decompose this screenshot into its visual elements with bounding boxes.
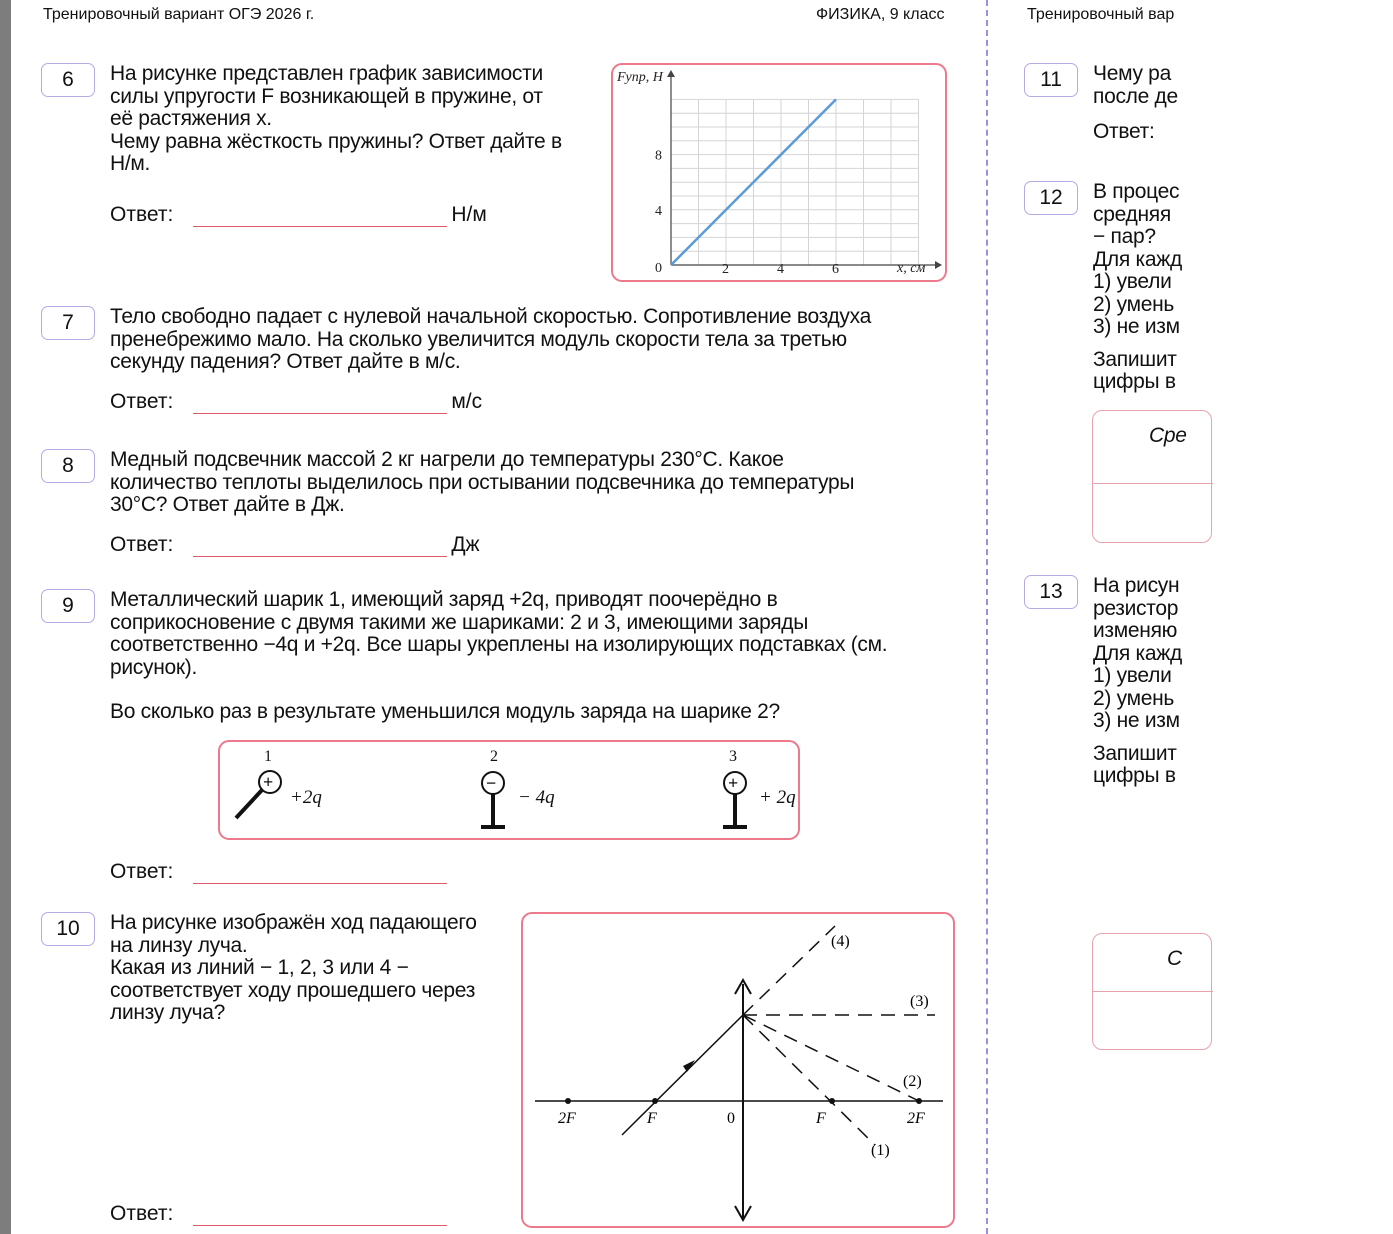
x-axis-arrow (935, 261, 942, 269)
text-line: На рисунке представлен график зависимости (110, 62, 543, 85)
ball-3-charge: + 2q (759, 787, 796, 808)
label-f-left: F (647, 1110, 657, 1127)
ray-4 (743, 926, 835, 1015)
text-line: − пар? (1093, 225, 1156, 248)
answer-12-table (1092, 410, 1212, 543)
answer-10-input[interactable] (193, 1203, 447, 1226)
table-header: Сре (1149, 424, 1187, 447)
question-8-text (110, 449, 970, 517)
text-line: Какая из линий − 1, 2, 3 или 4 − (110, 956, 409, 979)
text-line: 3) не изм (1093, 709, 1180, 732)
x-axis-label: x, см (897, 261, 926, 276)
answer-7 (110, 390, 482, 414)
label-2f-right: 2F (907, 1110, 925, 1127)
answer-6 (110, 203, 487, 227)
answer-9 (110, 860, 451, 884)
ball-1-charge: +2q (290, 787, 322, 808)
text-line: 2) умень (1093, 686, 1175, 710)
incident-ray (622, 1015, 743, 1135)
table-divider (1093, 991, 1213, 992)
question-9-question: Во сколько раз в результате уменьшился модуль заряда на шарике 2? (110, 700, 780, 723)
answer-label: Ответ: (110, 860, 174, 883)
answer-11-label: Ответ: (1093, 120, 1155, 143)
question-number-12: 12 (1024, 181, 1078, 215)
text-line: Для кажд (1093, 641, 1182, 665)
ball-2-charge: − 4q (518, 787, 555, 808)
answer-8 (110, 533, 480, 557)
question-number-8: 8 (41, 449, 95, 483)
y-tick-label: 4 (655, 203, 662, 219)
answer-7-input[interactable] (193, 391, 447, 414)
text-line: линзу луча? (110, 1001, 226, 1024)
text-line: В процес (1093, 180, 1180, 203)
question-10-text (110, 912, 520, 1025)
question-7-text (110, 306, 970, 374)
next-page-column (1000, 0, 1187, 1234)
text-line: секунду падения? Ответ дайте в м/с. (110, 350, 461, 373)
answer-label: Ответ: (110, 390, 174, 413)
origin-label: 0 (655, 261, 662, 276)
text-line: цифры в (1093, 764, 1176, 787)
text-line: силы упругости F возникающей в пружине, от (110, 84, 543, 108)
answer-9-input[interactable] (193, 861, 447, 884)
ball-1-label: 1 (264, 748, 272, 765)
ball-1-insulating-handle (236, 790, 262, 818)
table-divider (1093, 483, 1213, 484)
ball-2-sign: − (486, 773, 497, 793)
question-number-9: 9 (41, 589, 95, 623)
text-line: Чему равна жёсткость пружины? Ответ дайте в (110, 129, 562, 153)
page-separator (986, 0, 988, 1234)
y-axis-arrow (667, 70, 675, 77)
text-line: 1) увели (1093, 664, 1172, 687)
question-13-text (1093, 575, 1393, 788)
answer-6-input[interactable] (193, 204, 447, 227)
text-line: средняя (1093, 202, 1171, 226)
ray-label-4: (4) (831, 933, 850, 950)
answer-unit: м/с (451, 390, 483, 413)
answer-unit: Дж (451, 533, 480, 556)
text-line: 2) умень (1093, 292, 1175, 316)
answer-13-table (1092, 933, 1212, 1050)
question-12-text (1093, 181, 1393, 394)
answer-10 (110, 1202, 451, 1226)
question-number-7: 7 (41, 306, 95, 340)
answer-label: Ответ: (110, 533, 174, 556)
x-tick-label: 2 (722, 262, 729, 277)
label-2f-left: 2F (558, 1110, 576, 1127)
x-tick-label: 4 (777, 262, 784, 277)
force-extension-chart (613, 65, 945, 280)
answer-unit: Н/м (451, 203, 487, 226)
ball-1-sign: + (263, 772, 274, 792)
text-line: пренебрежимо мало. На сколько увеличится модуль скорости тела за третью (110, 327, 847, 351)
text-line: рисунок). (110, 655, 198, 679)
text-line: изменяю (1093, 619, 1178, 642)
text-line: Металлический шарик 1, имеющий заряд +2q, приводят поочерёдно в (110, 588, 778, 611)
question-number-13: 13 (1024, 575, 1078, 609)
ray-2 (743, 1015, 919, 1101)
question-number-11: 11 (1024, 63, 1078, 97)
text-line: Н/м. (110, 152, 151, 175)
answer-8-input[interactable] (193, 534, 447, 557)
text-line: 1) увели (1093, 270, 1172, 293)
text-line: На рисун (1093, 574, 1180, 597)
text-line: соответственно −4q и +2q. Все шары укреплены на изолирующих подставках (см. (110, 633, 888, 656)
header-left: Тренировочный вариант ОГЭ 2026 г. (43, 6, 315, 23)
question-9-text (110, 589, 980, 679)
question-number-6: 6 (41, 63, 95, 97)
table-header: С (1167, 947, 1182, 970)
answer-label: Ответ: (110, 203, 174, 226)
text-line: Запишит (1093, 347, 1177, 371)
header-next-page: Тренировочный вар (1027, 6, 1175, 23)
charges-figure (218, 740, 800, 840)
answer-label: Ответ: (110, 1202, 174, 1225)
y-tick-label: 8 (655, 148, 662, 164)
text-line: соприкосновение с двумя такими же шариками: 2 и 3, имеющими заряды (110, 610, 809, 634)
text-line: после де (1093, 84, 1178, 108)
point-2f-left (565, 1098, 571, 1104)
ray-label-2: (2) (903, 1073, 922, 1090)
label-f-right: F (816, 1110, 826, 1127)
ray-label-1: (1) (871, 1142, 890, 1159)
text-line: количество теплоты выделилось при остывании подсвечника до температуры (110, 470, 855, 494)
text-line: На рисунке изображён ход падающего (110, 911, 477, 934)
text-line: 30°С? Ответ дайте в Дж. (110, 493, 345, 516)
ball-2-label: 2 (490, 748, 498, 765)
question-number-10: 10 (41, 912, 95, 946)
text-line: её растяжения x. (110, 107, 272, 130)
ray-label-3: (3) (910, 993, 929, 1010)
text-line: Для кажд (1093, 247, 1182, 271)
question-6-text (110, 63, 610, 176)
ball-3-label: 3 (729, 748, 737, 765)
text-line: резистор (1093, 596, 1179, 620)
text-line: Медный подсвечник массой 2 кг нагрели до температуры 230°С. Какое (110, 448, 784, 471)
ball-3-sign: + (728, 773, 739, 793)
x-tick-label: 6 (832, 262, 839, 277)
lens-ray-diagram (523, 914, 953, 1226)
header-right: ФИЗИКА, 9 класс (816, 6, 945, 23)
lens-figure (521, 912, 955, 1228)
text-line: Запишит (1093, 741, 1177, 765)
incident-ray-arrow (683, 1060, 695, 1072)
text-line: соответствует ходу прошедшего через (110, 978, 476, 1002)
text-line: Чему ра (1093, 62, 1171, 85)
y-axis-label: Fупр, Н (617, 70, 663, 85)
label-0: 0 (727, 1110, 735, 1127)
chart-frame (611, 63, 947, 282)
text-line: цифры в (1093, 370, 1176, 393)
text-line: на линзу луча. (110, 933, 248, 957)
page-edge-bar (0, 0, 11, 1234)
chart-grid (671, 99, 919, 265)
ray-1 (743, 1015, 875, 1145)
text-line: Тело свободно падает с нулевой начальной скоростью. Сопротивление воздуха (110, 305, 871, 328)
text-line: 3) не изм (1093, 315, 1180, 338)
question-11-text (1093, 63, 1393, 108)
charged-balls-diagram (220, 742, 798, 838)
